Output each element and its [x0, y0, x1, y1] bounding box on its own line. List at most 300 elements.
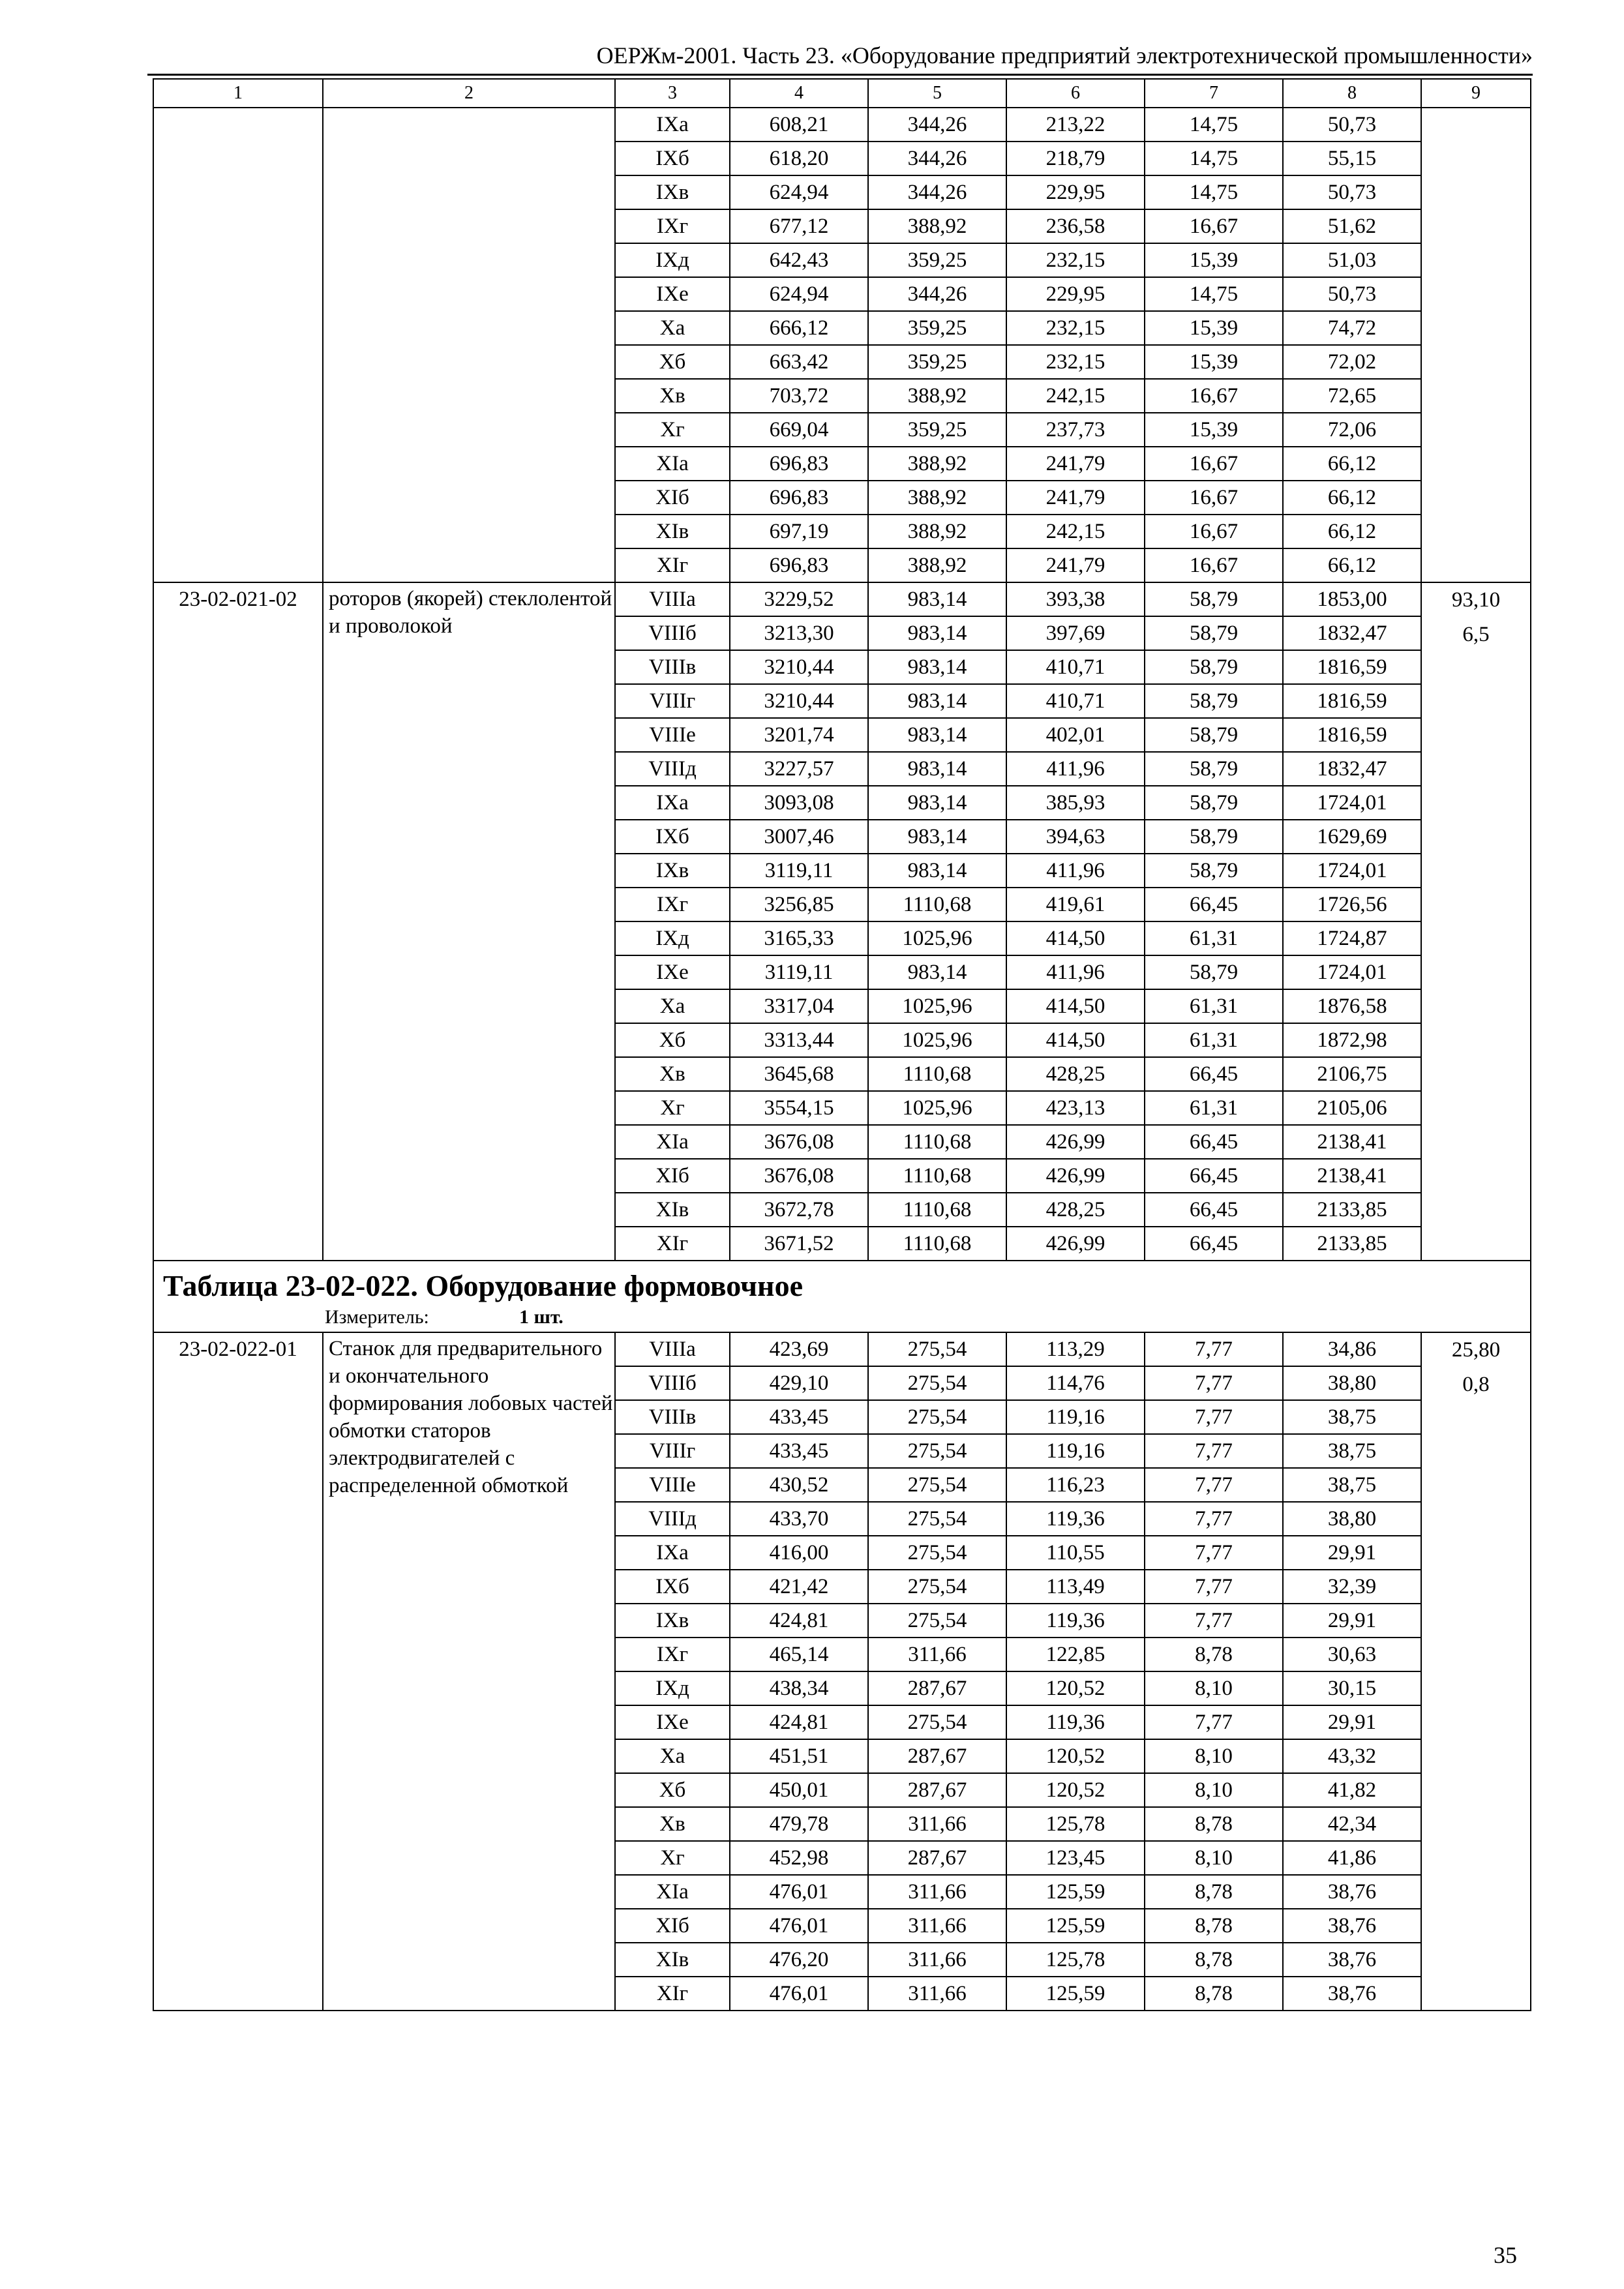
value-cell: 703,72: [730, 379, 868, 413]
value-cell: 114,76: [1006, 1366, 1145, 1400]
value-cell: 3317,04: [730, 989, 868, 1023]
value-cell: 983,14: [868, 955, 1006, 989]
value-cell: 8,78: [1145, 1909, 1283, 1943]
value-cell: 50,73: [1283, 277, 1421, 311]
zone-cell: Xа: [615, 311, 730, 345]
page-header: ОЕРЖм-2001. Часть 23. «Оборудование предприятий электротехнической промышленности»: [596, 42, 1533, 68]
value-cell: 696,83: [730, 447, 868, 481]
value-cell: 388,92: [868, 481, 1006, 515]
value-cell: 3210,44: [730, 650, 868, 684]
value-cell: 359,25: [868, 345, 1006, 379]
zone-cell: VIIIб: [615, 1366, 730, 1400]
value-cell: 125,59: [1006, 1909, 1145, 1943]
value-cell: 3213,30: [730, 616, 868, 650]
value-cell: 1629,69: [1283, 820, 1421, 854]
value-cell: 1110,68: [868, 1125, 1006, 1159]
value-cell: 450,01: [730, 1773, 868, 1807]
value-cell: 38,80: [1283, 1502, 1421, 1536]
value-cell: 426,99: [1006, 1227, 1145, 1261]
col9-value: 93,10: [1451, 588, 1501, 612]
value-cell: 61,31: [1145, 921, 1283, 955]
value-cell: 125,78: [1006, 1807, 1145, 1841]
value-cell: 311,66: [868, 1943, 1006, 1977]
value-cell: 15,39: [1145, 243, 1283, 277]
value-cell: 983,14: [868, 786, 1006, 820]
value-cell: 120,52: [1006, 1671, 1145, 1705]
value-cell: 275,54: [868, 1536, 1006, 1570]
value-cell: 8,78: [1145, 1807, 1283, 1841]
value-cell: 123,45: [1006, 1841, 1145, 1875]
value-cell: 2133,85: [1283, 1227, 1421, 1261]
column-number: 7: [1145, 79, 1283, 108]
value-cell: 8,10: [1145, 1671, 1283, 1705]
value-cell: 66,45: [1145, 1057, 1283, 1091]
zone-cell: IXб: [615, 1570, 730, 1604]
value-cell: 38,76: [1283, 1943, 1421, 1977]
value-cell: 7,77: [1145, 1536, 1283, 1570]
zone-cell: VIIIа: [615, 1332, 730, 1366]
value-cell: 359,25: [868, 413, 1006, 447]
value-cell: 66,12: [1283, 515, 1421, 548]
value-cell: 983,14: [868, 684, 1006, 718]
rates-table: [153, 78, 1531, 2011]
value-cell: 1025,96: [868, 921, 1006, 955]
column-number: 9: [1421, 79, 1531, 108]
column-number: 3: [615, 79, 730, 108]
value-cell: 388,92: [868, 548, 1006, 582]
value-cell: 438,34: [730, 1671, 868, 1705]
value-cell: 3671,52: [730, 1227, 868, 1261]
value-cell: 424,81: [730, 1604, 868, 1638]
value-cell: 16,67: [1145, 515, 1283, 548]
zone-cell: Xв: [615, 379, 730, 413]
value-cell: 275,54: [868, 1400, 1006, 1434]
zone-cell: IXд: [615, 921, 730, 955]
value-cell: 43,32: [1283, 1739, 1421, 1773]
page-number: 35: [1494, 2242, 1517, 2268]
code-cell: [153, 108, 323, 582]
value-cell: 66,12: [1283, 481, 1421, 515]
value-cell: 58,79: [1145, 616, 1283, 650]
value-cell: 983,14: [868, 616, 1006, 650]
col9-cell: [1421, 582, 1531, 1261]
value-cell: 119,16: [1006, 1400, 1145, 1434]
value-cell: 58,79: [1145, 718, 1283, 752]
zone-cell: XIг: [615, 548, 730, 582]
value-cell: 14,75: [1145, 175, 1283, 209]
zone-cell: Xб: [615, 1773, 730, 1807]
zone-cell: XIа: [615, 1875, 730, 1909]
value-cell: 344,26: [868, 108, 1006, 142]
value-cell: 125,59: [1006, 1875, 1145, 1909]
value-cell: 61,31: [1145, 1091, 1283, 1125]
value-cell: 119,36: [1006, 1502, 1145, 1536]
value-cell: 218,79: [1006, 142, 1145, 175]
value-cell: 7,77: [1145, 1434, 1283, 1468]
table-row: [153, 108, 1531, 142]
value-cell: 428,25: [1006, 1057, 1145, 1091]
value-cell: 311,66: [868, 1638, 1006, 1671]
value-cell: 66,45: [1145, 1193, 1283, 1227]
value-cell: 393,38: [1006, 582, 1145, 616]
value-cell: 41,82: [1283, 1773, 1421, 1807]
value-cell: 275,54: [868, 1366, 1006, 1400]
value-cell: 642,43: [730, 243, 868, 277]
value-cell: 696,83: [730, 481, 868, 515]
value-cell: 29,91: [1283, 1536, 1421, 1570]
value-cell: 8,10: [1145, 1773, 1283, 1807]
value-cell: 8,78: [1145, 1977, 1283, 2011]
value-cell: 414,50: [1006, 989, 1145, 1023]
value-cell: 237,73: [1006, 413, 1145, 447]
value-cell: 1110,68: [868, 1057, 1006, 1091]
zone-cell: VIIIа: [615, 582, 730, 616]
col9-value: 25,80: [1451, 1338, 1501, 1362]
table-title: Таблица 23-02-022. Оборудование формовочное: [163, 1269, 803, 1302]
value-cell: 426,99: [1006, 1125, 1145, 1159]
value-cell: 61,31: [1145, 1023, 1283, 1057]
value-cell: 397,69: [1006, 616, 1145, 650]
value-cell: 388,92: [868, 209, 1006, 243]
value-cell: 116,23: [1006, 1468, 1145, 1502]
value-cell: 125,59: [1006, 1977, 1145, 2011]
value-cell: 29,91: [1283, 1604, 1421, 1638]
value-cell: 14,75: [1145, 277, 1283, 311]
value-cell: 410,71: [1006, 684, 1145, 718]
value-cell: 119,36: [1006, 1705, 1145, 1739]
value-cell: 421,42: [730, 1570, 868, 1604]
value-cell: 311,66: [868, 1977, 1006, 2011]
value-cell: 3672,78: [730, 1193, 868, 1227]
column-number: 2: [323, 79, 615, 108]
value-cell: 433,70: [730, 1502, 868, 1536]
value-cell: 275,54: [868, 1502, 1006, 1536]
zone-cell: VIIIв: [615, 1400, 730, 1434]
value-cell: 433,45: [730, 1434, 868, 1468]
zone-cell: IXб: [615, 142, 730, 175]
value-cell: 426,99: [1006, 1159, 1145, 1193]
value-cell: 58,79: [1145, 820, 1283, 854]
value-cell: 119,16: [1006, 1434, 1145, 1468]
value-cell: 983,14: [868, 854, 1006, 888]
value-cell: 411,96: [1006, 854, 1145, 888]
value-cell: 3007,46: [730, 820, 868, 854]
column-number: 8: [1283, 79, 1421, 108]
value-cell: 344,26: [868, 277, 1006, 311]
zone-cell: IXд: [615, 1671, 730, 1705]
value-cell: 359,25: [868, 243, 1006, 277]
zone-cell: Xб: [615, 1023, 730, 1057]
value-cell: 2138,41: [1283, 1159, 1421, 1193]
value-cell: 3201,74: [730, 718, 868, 752]
value-cell: 1724,01: [1283, 955, 1421, 989]
value-cell: 15,39: [1145, 345, 1283, 379]
value-cell: 72,02: [1283, 345, 1421, 379]
value-cell: 428,25: [1006, 1193, 1145, 1227]
value-cell: 275,54: [868, 1604, 1006, 1638]
col9-cell: [1421, 108, 1531, 582]
zone-cell: VIIIг: [615, 684, 730, 718]
value-cell: 1724,01: [1283, 786, 1421, 820]
rate-description: Станок для предварительного и окончательного формирования лобовых частей обмотки статоров электродвигателей с распределенной обмоткой: [329, 1337, 613, 1497]
value-cell: 287,67: [868, 1773, 1006, 1807]
zone-cell: XIг: [615, 1977, 730, 2011]
value-cell: 3256,85: [730, 888, 868, 921]
zone-cell: XIа: [615, 1125, 730, 1159]
measure-value: 1 шт.: [519, 1306, 564, 1328]
measure-cell: [153, 1303, 1531, 1332]
value-cell: 66,45: [1145, 888, 1283, 921]
value-cell: 452,98: [730, 1841, 868, 1875]
value-cell: 423,13: [1006, 1091, 1145, 1125]
zone-cell: IXв: [615, 1604, 730, 1638]
value-cell: 242,15: [1006, 379, 1145, 413]
zone-cell: VIIIе: [615, 1468, 730, 1502]
value-cell: 1832,47: [1283, 752, 1421, 786]
value-cell: 119,36: [1006, 1604, 1145, 1638]
value-cell: 7,77: [1145, 1366, 1283, 1400]
value-cell: 232,15: [1006, 311, 1145, 345]
value-cell: 697,19: [730, 515, 868, 548]
value-cell: 58,79: [1145, 684, 1283, 718]
value-cell: 38,80: [1283, 1366, 1421, 1400]
description-cell: [323, 1332, 615, 2011]
value-cell: 42,34: [1283, 1807, 1421, 1841]
value-cell: 7,77: [1145, 1570, 1283, 1604]
value-cell: 669,04: [730, 413, 868, 447]
value-cell: 120,52: [1006, 1773, 1145, 1807]
value-cell: 411,96: [1006, 955, 1145, 989]
zone-cell: Xв: [615, 1057, 730, 1091]
value-cell: 983,14: [868, 650, 1006, 684]
column-number: 5: [868, 79, 1006, 108]
value-cell: 1816,59: [1283, 718, 1421, 752]
value-cell: 38,76: [1283, 1875, 1421, 1909]
zone-cell: IXв: [615, 854, 730, 888]
value-cell: 66,45: [1145, 1125, 1283, 1159]
zone-cell: XIв: [615, 1193, 730, 1227]
value-cell: 423,69: [730, 1332, 868, 1366]
zone-cell: IXб: [615, 820, 730, 854]
value-cell: 30,15: [1283, 1671, 1421, 1705]
value-cell: 74,72: [1283, 311, 1421, 345]
col9-value: 6,5: [1462, 623, 1490, 646]
value-cell: 2133,85: [1283, 1193, 1421, 1227]
value-cell: 16,67: [1145, 481, 1283, 515]
value-cell: 16,67: [1145, 379, 1283, 413]
value-cell: 424,81: [730, 1705, 868, 1739]
value-cell: 7,77: [1145, 1502, 1283, 1536]
value-cell: 388,92: [868, 379, 1006, 413]
value-cell: 3676,08: [730, 1159, 868, 1193]
value-cell: 388,92: [868, 515, 1006, 548]
value-cell: 66,12: [1283, 548, 1421, 582]
value-cell: 429,10: [730, 1366, 868, 1400]
value-cell: 242,15: [1006, 515, 1145, 548]
value-cell: 16,67: [1145, 447, 1283, 481]
value-cell: 38,75: [1283, 1400, 1421, 1434]
zone-cell: VIIIб: [615, 616, 730, 650]
zone-cell: Xб: [615, 345, 730, 379]
value-cell: 8,78: [1145, 1638, 1283, 1671]
value-cell: 232,15: [1006, 345, 1145, 379]
value-cell: 1816,59: [1283, 650, 1421, 684]
value-cell: 72,06: [1283, 413, 1421, 447]
value-cell: 1816,59: [1283, 684, 1421, 718]
value-cell: 1876,58: [1283, 989, 1421, 1023]
value-cell: 14,75: [1145, 142, 1283, 175]
column-number: 1: [153, 79, 323, 108]
value-cell: 58,79: [1145, 650, 1283, 684]
zone-cell: IXе: [615, 1705, 730, 1739]
value-cell: 3119,11: [730, 955, 868, 989]
zone-cell: Xг: [615, 1841, 730, 1875]
zone-cell: Xа: [615, 1739, 730, 1773]
measure-label: Измеритель:: [325, 1306, 429, 1328]
value-cell: 30,63: [1283, 1638, 1421, 1671]
value-cell: 113,29: [1006, 1332, 1145, 1366]
value-cell: 58,79: [1145, 582, 1283, 616]
value-cell: 7,77: [1145, 1468, 1283, 1502]
value-cell: 38,76: [1283, 1977, 1421, 2011]
value-cell: 113,49: [1006, 1570, 1145, 1604]
value-cell: 7,77: [1145, 1705, 1283, 1739]
header-rule: [147, 74, 1533, 76]
value-cell: 1110,68: [868, 1159, 1006, 1193]
value-cell: 608,21: [730, 108, 868, 142]
value-cell: 3227,57: [730, 752, 868, 786]
value-cell: 3119,11: [730, 854, 868, 888]
value-cell: 50,73: [1283, 175, 1421, 209]
value-cell: 983,14: [868, 752, 1006, 786]
zone-cell: XIв: [615, 1943, 730, 1977]
column-number: 4: [730, 79, 868, 108]
value-cell: 8,10: [1145, 1739, 1283, 1773]
value-cell: 7,77: [1145, 1604, 1283, 1638]
value-cell: 3210,44: [730, 684, 868, 718]
zone-cell: IXа: [615, 786, 730, 820]
value-cell: 430,52: [730, 1468, 868, 1502]
zone-cell: IXг: [615, 888, 730, 921]
value-cell: 229,95: [1006, 277, 1145, 311]
value-cell: 385,93: [1006, 786, 1145, 820]
zone-cell: IXд: [615, 243, 730, 277]
value-cell: 618,20: [730, 142, 868, 175]
value-cell: 414,50: [1006, 921, 1145, 955]
zone-cell: Xв: [615, 1807, 730, 1841]
value-cell: 677,12: [730, 209, 868, 243]
value-cell: 55,15: [1283, 142, 1421, 175]
value-cell: 983,14: [868, 820, 1006, 854]
table-row: [153, 582, 1531, 616]
value-cell: 663,42: [730, 345, 868, 379]
value-cell: 1726,56: [1283, 888, 1421, 921]
value-cell: 983,14: [868, 718, 1006, 752]
value-cell: 58,79: [1145, 854, 1283, 888]
value-cell: 1724,87: [1283, 921, 1421, 955]
value-cell: 2138,41: [1283, 1125, 1421, 1159]
zone-cell: XIб: [615, 1159, 730, 1193]
zone-cell: XIг: [615, 1227, 730, 1261]
value-cell: 476,01: [730, 1909, 868, 1943]
zone-cell: XIв: [615, 515, 730, 548]
value-cell: 1872,98: [1283, 1023, 1421, 1057]
zone-cell: VIIIе: [615, 718, 730, 752]
rate-code: 23-02-022-01: [179, 1338, 297, 1361]
value-cell: 213,22: [1006, 108, 1145, 142]
value-cell: 402,01: [1006, 718, 1145, 752]
value-cell: 241,79: [1006, 447, 1145, 481]
value-cell: 38,75: [1283, 1468, 1421, 1502]
value-cell: 1853,00: [1283, 582, 1421, 616]
value-cell: 3165,33: [730, 921, 868, 955]
zone-cell: IXг: [615, 209, 730, 243]
zone-cell: XIб: [615, 481, 730, 515]
zone-cell: IXв: [615, 175, 730, 209]
description-cell: [323, 108, 615, 582]
value-cell: 241,79: [1006, 481, 1145, 515]
value-cell: 359,25: [868, 311, 1006, 345]
value-cell: 58,79: [1145, 955, 1283, 989]
value-cell: 287,67: [868, 1739, 1006, 1773]
zone-cell: Xа: [615, 989, 730, 1023]
value-cell: 287,67: [868, 1841, 1006, 1875]
value-cell: 344,26: [868, 142, 1006, 175]
value-cell: 8,78: [1145, 1943, 1283, 1977]
rate-description: роторов (якорей) стеклолентой и проволокой: [329, 587, 612, 638]
value-cell: 3093,08: [730, 786, 868, 820]
description-cell: [323, 582, 615, 1261]
value-cell: 8,10: [1145, 1841, 1283, 1875]
value-cell: 7,77: [1145, 1400, 1283, 1434]
value-cell: 696,83: [730, 548, 868, 582]
value-cell: 122,85: [1006, 1638, 1145, 1671]
value-cell: 388,92: [868, 447, 1006, 481]
value-cell: 7,77: [1145, 1332, 1283, 1366]
value-cell: 311,66: [868, 1807, 1006, 1841]
value-cell: 232,15: [1006, 243, 1145, 277]
value-cell: 311,66: [868, 1909, 1006, 1943]
column-number-row: [153, 79, 1531, 108]
value-cell: 110,55: [1006, 1536, 1145, 1570]
zone-cell: XIб: [615, 1909, 730, 1943]
value-cell: 414,50: [1006, 1023, 1145, 1057]
value-cell: 3676,08: [730, 1125, 868, 1159]
value-cell: 3229,52: [730, 582, 868, 616]
value-cell: 3313,44: [730, 1023, 868, 1057]
value-cell: 1110,68: [868, 1193, 1006, 1227]
value-cell: 66,12: [1283, 447, 1421, 481]
value-cell: 236,58: [1006, 209, 1145, 243]
value-cell: 624,94: [730, 175, 868, 209]
value-cell: 1110,68: [868, 1227, 1006, 1261]
value-cell: 419,61: [1006, 888, 1145, 921]
value-cell: 61,31: [1145, 989, 1283, 1023]
value-cell: 1110,68: [868, 888, 1006, 921]
value-cell: 1025,96: [868, 989, 1006, 1023]
value-cell: 58,79: [1145, 786, 1283, 820]
value-cell: 433,45: [730, 1400, 868, 1434]
value-cell: 38,75: [1283, 1434, 1421, 1468]
value-cell: 451,51: [730, 1739, 868, 1773]
value-cell: 311,66: [868, 1875, 1006, 1909]
zone-cell: IXа: [615, 1536, 730, 1570]
value-cell: 1724,01: [1283, 854, 1421, 888]
value-cell: 666,12: [730, 311, 868, 345]
value-cell: 34,86: [1283, 1332, 1421, 1366]
value-cell: 38,76: [1283, 1909, 1421, 1943]
value-cell: 16,67: [1145, 548, 1283, 582]
